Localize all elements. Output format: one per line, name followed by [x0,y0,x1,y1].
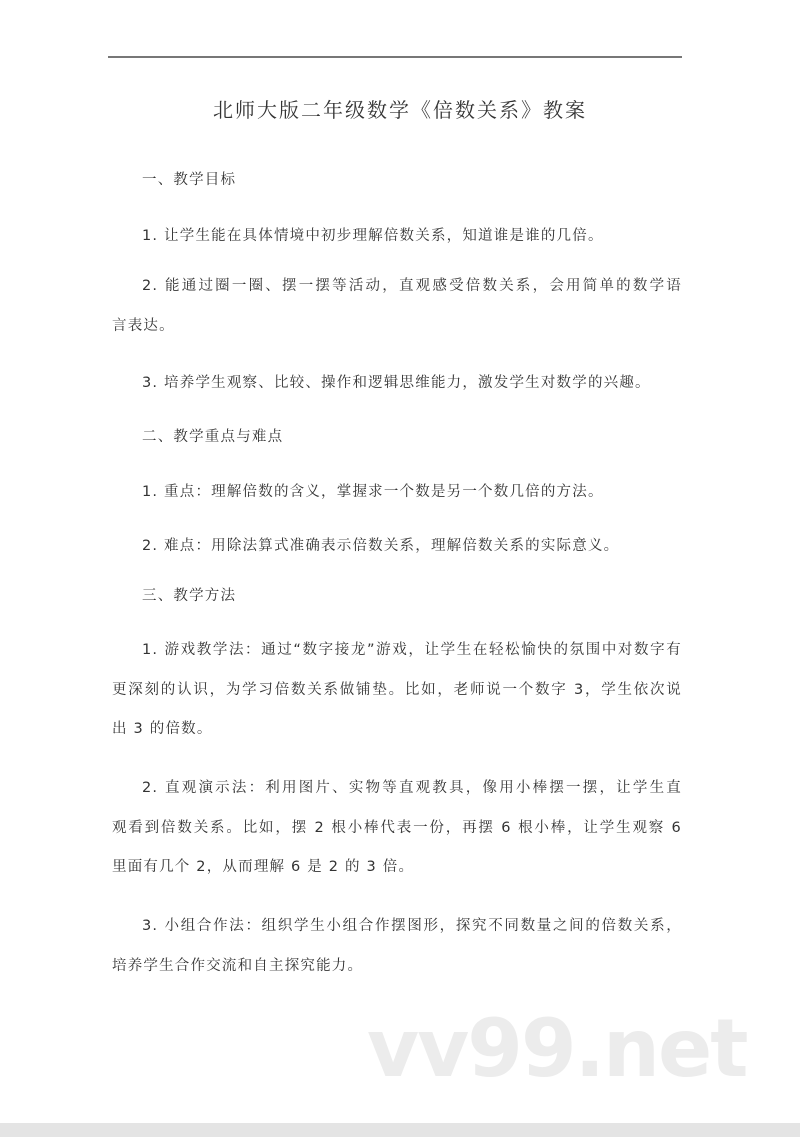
paragraph [112,276,682,355]
paragraph [112,916,682,995]
document-title: 北师大版二年级数学《倍数关系》教案 [213,98,587,122]
section-heading: 一、教学目标 [142,172,237,188]
paragraph-line: 观看到倍数关系。比如，摆 2 根小棒代表一份，再摆 6 根小棒，让学生观察 6 [112,819,682,836]
paragraph [112,373,682,413]
paragraph [112,482,682,522]
paragraph-line: 3. 培养学生观察、比较、操作和逻辑思维能力，激发学生对数学的兴趣。 [142,375,651,391]
section-heading: 二、教学重点与难点 [142,429,284,445]
paragraph-line: 出 3 的倍数。 [112,721,213,737]
paragraph-line: 言表达。 [112,317,175,334]
paragraph-line: 3. 小组合作法：组织学生小组合作摆图形，探究不同数量之间的倍数关系， [142,918,682,934]
section-heading: 三、教学方法 [142,588,237,604]
paragraph [112,778,682,897]
paragraph [112,536,682,576]
paragraph-line: 1. 重点：理解倍数的含义，掌握求一个数是另一个数几倍的方法。 [142,484,604,500]
header-rule [108,56,682,58]
paragraph-line: 2. 难点：用除法算式准确表示倍数关系，理解倍数关系的实际意义。 [142,538,620,554]
paragraph [112,640,682,759]
paragraph-line: 2. 直观演示法：利用图片、实物等直观教具，像用小棒摆一摆，让学生直 [142,780,682,796]
paragraph-line: 里面有几个 2，从而理解 6 是 2 的 3 倍。 [112,859,415,875]
paragraph-line: 培养学生合作交流和自主探究能力。 [112,957,364,974]
watermark: vv99.net [367,1002,747,1095]
paragraph-line: 更深刻的认识，为学习倍数关系做铺垫。比如，老师说一个数字 3，学生依次说 [112,681,682,698]
paragraph-line: 2. 能通过圈一圈、摆一摆等活动，直观感受倍数关系，会用简单的数学语 [142,278,682,294]
page-bottom-edge [0,1123,800,1137]
paragraph [112,226,682,266]
paragraph-line: 1. 游戏教学法：通过“数字接龙”游戏，让学生在轻松愉快的氛围中对数字有 [142,642,682,658]
paragraph-line: 1. 让学生能在具体情境中初步理解倍数关系，知道谁是谁的几倍。 [142,228,604,244]
